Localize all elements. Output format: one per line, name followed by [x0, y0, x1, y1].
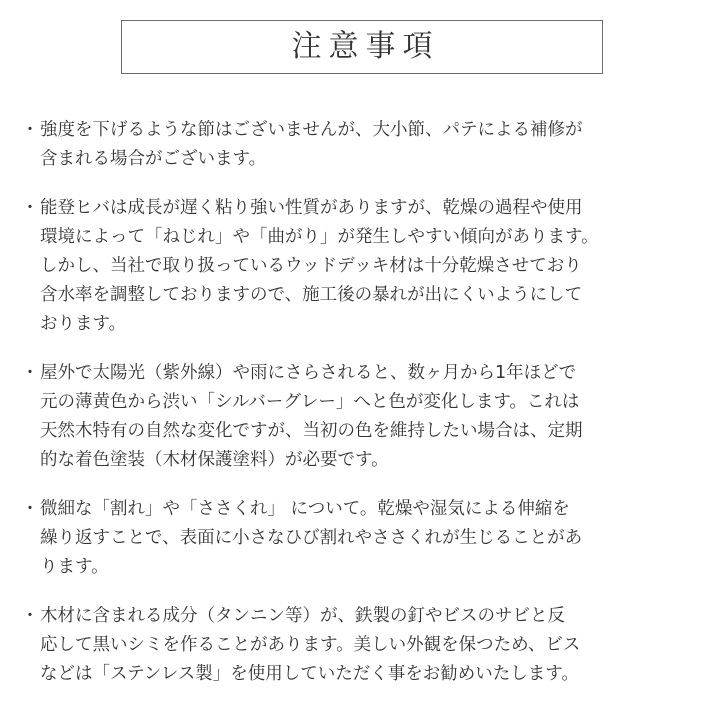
note-line: おります。	[40, 314, 127, 334]
note-line: などは「ステンレス製」を使用していただく事をお勧めいたします。	[40, 664, 579, 684]
note-line: 応して黒いシミを作ることがあります。美しい外観を保つため、ビス	[40, 635, 581, 655]
note-line: 微細な「割れ」や「ささくれ」 について。乾燥や湿気による伸縮を	[40, 499, 570, 519]
notes-list	[20, 116, 710, 709]
note-item	[20, 194, 710, 339]
note-line: 元の薄黄色から渋い「シルバーグレー」へと色が変化します。これは	[40, 392, 580, 412]
note-item	[20, 359, 710, 475]
bullet-mark: ・	[21, 120, 39, 140]
note-line: 能登ヒバは成長が遅く粘り強い性質がありますが、乾燥の過程や使用	[40, 198, 583, 218]
note-text	[40, 602, 710, 689]
note-item	[20, 602, 710, 689]
note-item	[20, 116, 710, 174]
note-text	[40, 194, 710, 339]
note-line: ります。	[40, 557, 109, 577]
note-line: 天然木特有の自然な変化ですが、当初の色を維持したい場合は、定期	[40, 421, 583, 441]
note-text	[40, 495, 710, 582]
note-line: 強度を下げるような節はございませんが、大小節、パテによる補修が	[40, 120, 583, 140]
page-title: 注意事項	[291, 29, 440, 64]
note-text	[40, 116, 710, 174]
note-line: しかし、当社で取り扱っているウッドデッキ材は十分乾燥させており	[40, 256, 582, 276]
note-line: 木材に含まれる成分（タンニン等）が、鉄製の釘やビスのサビと反	[40, 606, 565, 626]
bullet-mark: ・	[21, 606, 39, 626]
bullet-mark: ・	[21, 499, 39, 519]
note-line: 含まれる場合がございます。	[40, 149, 267, 169]
note-line: 繰り返すことで、表面に小さなひび割れやささくれが生じることがあ	[40, 528, 583, 548]
bullet-mark: ・	[21, 363, 39, 383]
note-line: 含水率を調整しておりますので、施工後の暴れが出にくいようにして	[40, 285, 583, 305]
note-line: 環境によって「ねじれ」や「曲がり」が発生しやすい傾向があります。	[40, 227, 599, 247]
bullet-mark: ・	[21, 198, 39, 218]
title-box	[121, 20, 603, 74]
note-line: 屋外で太陽光（紫外線）や雨にさらされると、数ヶ月から1年ほどで	[40, 363, 577, 383]
note-text	[40, 359, 710, 475]
note-item	[20, 495, 710, 582]
note-line: 的な着色塗装（木材保護塗料）が必要です。	[40, 450, 389, 470]
